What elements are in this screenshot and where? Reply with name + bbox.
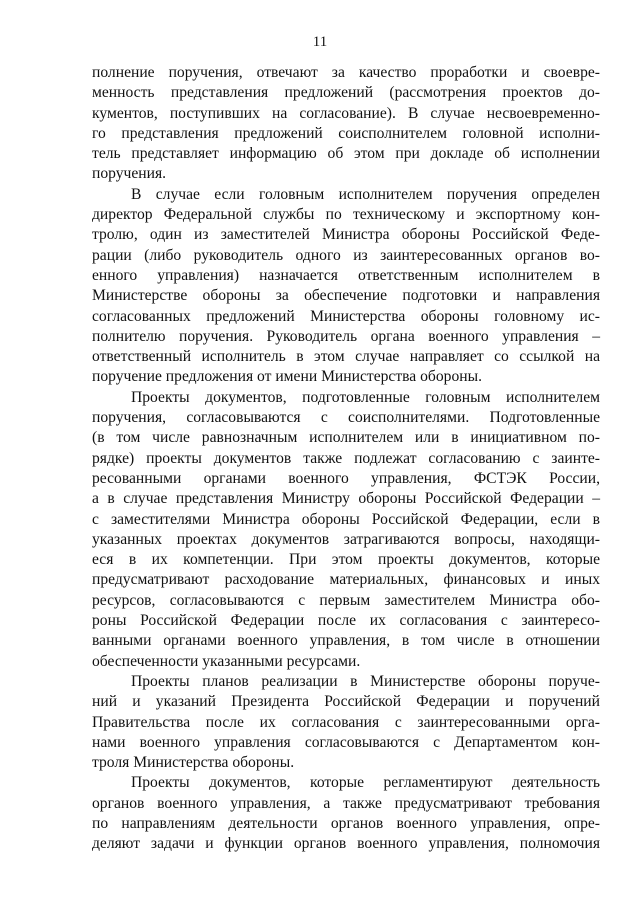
text-line: троля Министерства обороны. xyxy=(92,754,295,772)
text-line: директор Федеральной службы по техническому и экспортному кон- xyxy=(92,206,600,224)
text-line: В случае если головным исполнителем поручения определен xyxy=(131,185,600,203)
text-line: поручения, согласовываются с соисполнителями. Подготовленные xyxy=(92,409,600,427)
text-line: а в случае представления Министру обороны Российской Федерации – xyxy=(92,490,600,508)
text-line: Проекты документов, которые регламентируют деятельность xyxy=(131,774,600,792)
text-line: по направлениям деятельности органов военного управления, опре- xyxy=(92,814,600,832)
text-line: указанных проектах документов затрагиваются вопросы, находящи- xyxy=(92,530,600,548)
text-line: Проекты документов, подготовленные головным исполнителем xyxy=(131,388,600,406)
page-number: 11 xyxy=(312,34,328,50)
paragraph-5 xyxy=(92,773,600,854)
document-body xyxy=(92,63,600,855)
text-line: кументов, поступивших на согласование). В случае несвоевременно- xyxy=(92,104,600,122)
text-line: рации (либо руководитель одного из заинтересованных органов во- xyxy=(92,246,600,264)
text-line: (в том числе равнозначным исполнителем или в инициативном по- xyxy=(92,429,600,447)
text-line: еся в их компетенции. При этом проекты документов, которые xyxy=(92,551,600,569)
text-line: обеспеченности указанными ресурсами. xyxy=(92,652,361,670)
text-line: енного управления) назначается ответственным исполнителем в xyxy=(92,266,600,284)
text-line: рядке) проекты документов также подлежат согласованию с заинте- xyxy=(92,449,600,467)
text-line: Проекты планов реализации в Министерстве обороны поруче- xyxy=(131,672,600,690)
text-line: роны Российской Федерации после их согласования с заинтересо- xyxy=(92,612,600,630)
paragraph-2 xyxy=(92,185,600,388)
text-line: тель представляет информацию об этом при докладе об исполнении xyxy=(92,145,600,163)
text-line: ний и указаний Президента Российской Федерации и поручений xyxy=(92,693,600,711)
text-line: ресурсов, согласовываются с первым заместителем Министра обо- xyxy=(92,591,600,609)
text-line: предусматривают расходование материальных, финансовых и иных xyxy=(92,571,600,589)
paragraph-3 xyxy=(92,388,600,672)
text-line: го представления предложений соисполнителем головной исполни- xyxy=(92,124,600,142)
text-line: Правительства после их согласования с заинтересованными орга- xyxy=(92,713,600,731)
text-line: ответственный исполнитель в этом случае направляет со ссылкой на xyxy=(92,348,600,366)
text-line: поручение предложения от имени Министерства обороны. xyxy=(92,368,482,386)
text-line: полнителю поручения. Руководитель органа военного управления – xyxy=(92,327,600,345)
text-line: Министерстве обороны за обеспечение подготовки и направления xyxy=(92,287,600,305)
paragraph-4 xyxy=(92,672,600,773)
text-line: с заместителями Министра обороны Российской Федерации, если в xyxy=(92,510,600,528)
paragraph-1 xyxy=(92,63,600,185)
text-line: органов военного управления, а также предусматривают требования xyxy=(92,794,600,812)
text-line: полнение поручения, отвечают за качество проработки и своевре- xyxy=(92,64,600,81)
text-line: менность представления предложений (рассмотрения проектов до- xyxy=(92,84,600,102)
text-line: тролю, один из заместителей Министра обороны Российской Феде- xyxy=(92,226,600,244)
text-line: поручения. xyxy=(92,165,167,183)
text-line: деляют задачи и функции органов военного управления, полномочия xyxy=(92,835,600,853)
text-line: ресованными органами военного управления, ФСТЭК России, xyxy=(92,469,600,487)
text-line: согласованных предложений Министерства обороны головному ис- xyxy=(92,307,600,325)
text-line: нами военного управления согласовываются с Департаментом кон- xyxy=(92,733,600,751)
text-line: ванными органами военного управления, в том числе в отношении xyxy=(92,632,600,650)
